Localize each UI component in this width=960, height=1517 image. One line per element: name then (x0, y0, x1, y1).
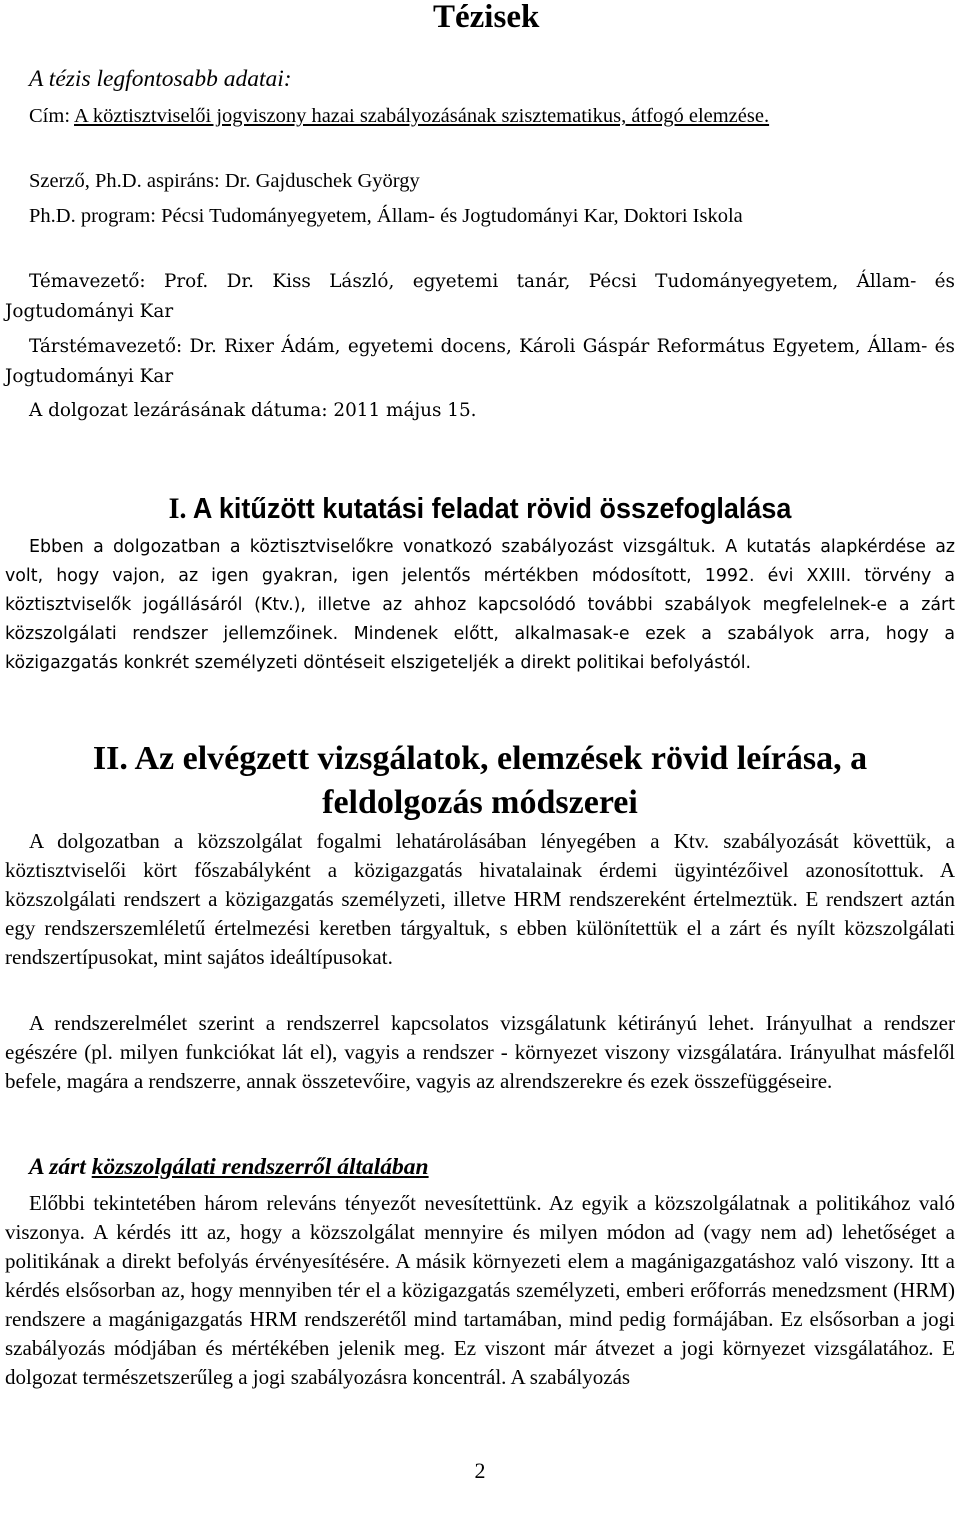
section1-title: A kitűzött kutatási feladat rövid összefoglalása (192, 493, 792, 525)
section2-heading-line1 (0, 737, 960, 780)
info-heading: A tézis legfontosabb adatai: (29, 66, 292, 92)
page-number: 2 (474, 1458, 486, 1483)
cim-line (5, 102, 955, 132)
section2-title-line2: feldolgozás módszerei (322, 784, 638, 821)
cim-value: A köztisztviselői jogviszony hazai szabályozásának szisztematikus, átfogó elemzése. (74, 105, 770, 127)
section1-number: I. (168, 492, 187, 525)
szerzo-line: Szerző, Ph.D. aspiráns: Dr. Gajduschek György (29, 170, 420, 192)
temavezeto-line: Témavezető: Prof. Dr. Kiss László, egyetemi tanár, Pécsi Tudományegyetem, Állam- és Jogtudományi Kar (5, 271, 955, 322)
section1-heading (34, 492, 927, 526)
section2-paragraph1: A dolgozatban a közszolgálat fogalmi lehatárolásában lényegében a Ktv. szabályozását követtük, a köztisztviselői kört főszabályként a közigazgatás hivatalainak érdemi ügyintézőivel azonosítottuk. A közszolgálati rendszert a közigazgatás személyzeti, illetve HRM rendszereként értelmeztük. E rendszert aztán egy rendszerszemléletű értelmezési keretben tárgyaltuk, s ebben különítettük el a zárt és nyílt közszolgálati rendszertípusokat, mint sajátos ideáltípusokat. (5, 829, 955, 969)
section2-paragraph2: A rendszerelmélet szerint a rendszerrel kapcsolatos vizsgálatunk kétirányú lehet. Irányulhat a rendszer egészére (pl. milyen funkciókat lát el), vagyis a rendszer - környezet viszony vizsgálatára. Irányulhat másfelől befele, magára a rendszerre, annak összetevőire, vagyis az alrendszerekre és ezek összefüggéseire. (5, 1011, 955, 1093)
cim-label: Cím: (29, 105, 71, 127)
section3-title-plain: A zárt (29, 1154, 92, 1180)
datum-line: A dolgozat lezárásának dátuma: 2011 május 15. (29, 400, 477, 421)
section2-heading-line2 (0, 781, 960, 824)
section3-heading (29, 1152, 429, 1182)
section1-paragraph: Ebben a dolgozatban a köztisztviselőkre vonatkozó szabályozást vizsgáltuk. A kutatás alapkérdése az volt, hogy vajon, az igen gyakran, igen jelentős mértékben módosított, 1992. évi XXIII. törvény a köztisztviselők jogállásáról (Ktv.), illetve az ahhoz kapcsolódó további szabályok megfelelnek-e a zárt közszolgálati rendszer jellemzőinek. Mindenek előtt, alkalmasak-e ezek a szabályok arra, hogy a közigazgatás konkrét személyzeti döntéseit elszigeteljék a direkt politikai befolyástól. (5, 537, 955, 673)
section2-number: II. (92, 740, 128, 777)
program-line: Ph.D. program: Pécsi Tudományegyetem, Állam- és Jogtudományi Kar, Doktori Iskola (29, 205, 743, 227)
section3-paragraph: Előbbi tekintetében három releváns tényezőt nevesítettünk. Az egyik a közszolgálatnak a politikához való viszonya. A kérdés itt az, hogy a közszolgálat mennyire és milyen módon ad (vagy nem ad) lehetőséget a politikának a direkt befolyás érvényesítésére. A másik környezeti elem a magánigazgatáshoz való viszony. Itt a kérdés elsősorban az, hogy mennyiben tér el a közigazgatás személyzeti, emberi erőforrás menedzsment (HRM) rendszere a magánigazgatás HRM rendszerétől mind tartamában, mind pedig formájában. Ez elsősorban a jogi szabályozás módjában és mértékében jelenik meg. Ez viszont már átvezet a jogi környezet vizsgálatához. E dolgozat természetszerűleg a jogi szabályozásra koncentrál. A szabályozás (5, 1191, 955, 1389)
document-title: Tézisek (433, 0, 540, 35)
tarstemavezeto-line: Társtémavezető: Dr. Rixer Ádám, egyetemi docens, Károli Gáspár Református Egyetem, Állam- és Jogtudományi Kar (5, 336, 955, 387)
section2-title-line1: Az elvégzett vizsgálatok, elemzések rövid leírása, a (134, 740, 868, 777)
section3-title-underlined: közszolgálati rendszerről általában (91, 1154, 429, 1180)
